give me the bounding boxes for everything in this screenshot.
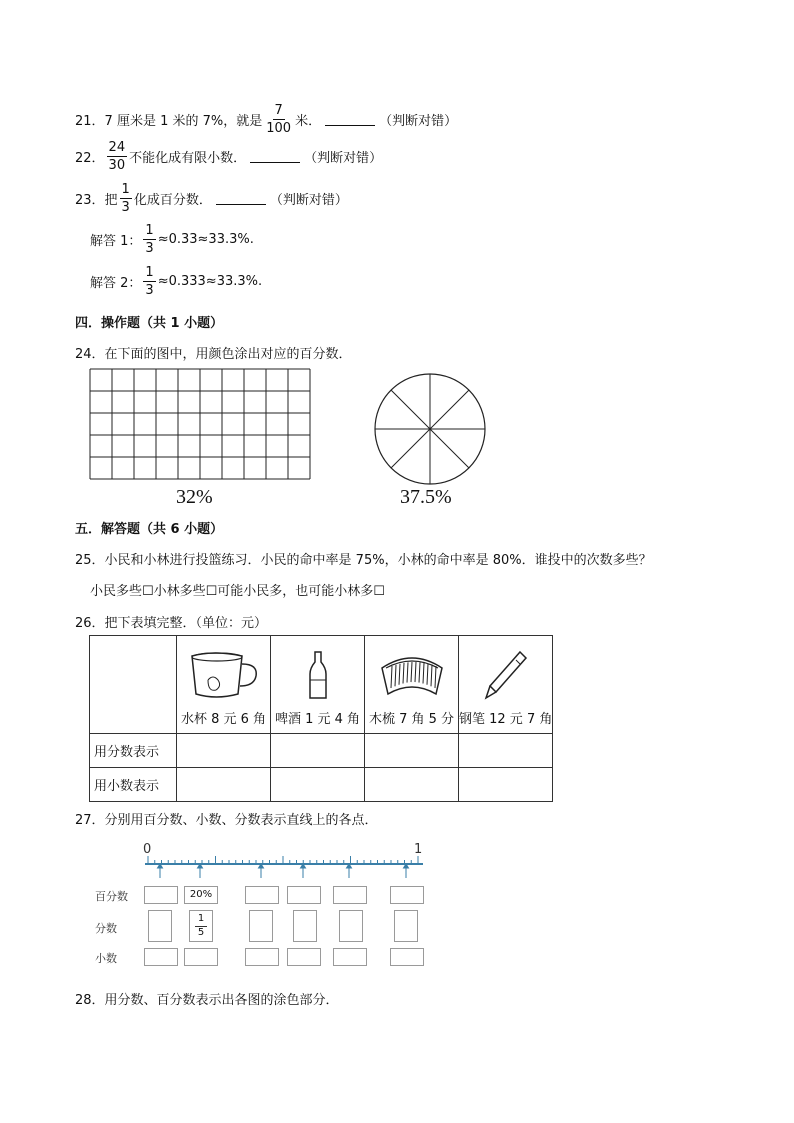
item-cell-pen bbox=[459, 636, 553, 734]
question-26: 26．把下表填完整．（单位：元） bbox=[75, 616, 268, 631]
item-label: 啤酒 1 元 4 角 bbox=[274, 712, 361, 727]
answer-2-fraction: $\frac{1}{3}$ bbox=[145, 265, 154, 298]
percent-box[interactable] bbox=[333, 886, 367, 904]
comb-icon bbox=[372, 650, 452, 700]
comb-tooth bbox=[395, 665, 396, 686]
q21-fraction: $\frac{7}{100}$ bbox=[266, 103, 292, 136]
comb-tooth bbox=[399, 664, 400, 685]
comb-tooth bbox=[391, 666, 392, 688]
grid-percent-label: 32% bbox=[176, 486, 213, 508]
fraction-box[interactable] bbox=[249, 910, 273, 942]
percent-box-example bbox=[184, 886, 218, 904]
example-num: 1 bbox=[197, 913, 205, 924]
decimal-box[interactable] bbox=[184, 948, 218, 966]
percent-circle[interactable] bbox=[372, 371, 488, 487]
item-label: 水杯 8 元 6 角 bbox=[180, 712, 267, 727]
answer-cell[interactable] bbox=[459, 768, 553, 802]
q23-text: 23．把 bbox=[75, 193, 118, 208]
percent-box[interactable] bbox=[144, 886, 178, 904]
question-23 bbox=[75, 183, 348, 214]
question-25-options[interactable]: 小民多些☐小林多些☐可能小民多，也可能小林多☐ bbox=[90, 584, 385, 599]
decimal-box[interactable] bbox=[287, 948, 321, 966]
fraction-box-example bbox=[189, 910, 213, 942]
answer-2 bbox=[90, 266, 262, 297]
comb-tooth bbox=[427, 664, 428, 685]
row-label-decimal: 小数 bbox=[95, 952, 117, 965]
item-cell-comb bbox=[365, 636, 459, 734]
question-21 bbox=[75, 104, 457, 135]
table-row bbox=[90, 768, 553, 802]
table-row bbox=[90, 636, 553, 734]
item-label: 木梳 7 角 5 分 bbox=[368, 712, 455, 727]
fraction-box[interactable] bbox=[293, 910, 317, 942]
section-4-heading: 四．操作题（共 1 小题） bbox=[75, 316, 224, 331]
item-cell-beer bbox=[271, 636, 365, 734]
example-percent: 20% bbox=[189, 889, 213, 900]
decimal-box[interactable] bbox=[390, 948, 424, 966]
answer-2-label: 解答 2： bbox=[90, 276, 142, 291]
percent-box[interactable] bbox=[287, 886, 321, 904]
row-label-percent: 百分数 bbox=[95, 890, 128, 903]
comb-tooth bbox=[415, 662, 416, 682]
decimal-box[interactable] bbox=[144, 948, 178, 966]
q22-fraction: $\frac{24}{30}$ bbox=[108, 140, 126, 173]
comb-tooth bbox=[407, 662, 408, 682]
item-cell-cup bbox=[177, 636, 271, 734]
table-row bbox=[90, 734, 553, 768]
answer-cell[interactable] bbox=[177, 734, 271, 768]
q22-text: 22． bbox=[75, 151, 105, 166]
fraction-box[interactable] bbox=[148, 910, 172, 942]
comb-tooth bbox=[423, 663, 424, 683]
row-label-fraction: 分数 bbox=[95, 922, 117, 935]
q21-hint: （判断对错） bbox=[379, 114, 458, 129]
item-label: 钢笔 12 元 7 角 bbox=[459, 712, 553, 727]
question-24: 24．在下面的图中，用颜色涂出对应的百分数． bbox=[75, 347, 352, 362]
q22-hint: （判断对错） bbox=[304, 151, 383, 166]
q23-answer-blank[interactable] bbox=[216, 192, 266, 205]
q23-fraction: $\frac{1}{3}$ bbox=[121, 182, 130, 215]
answer-1-rest: ≈0.33≈33.3%. bbox=[157, 232, 254, 247]
q23-hint: （判断对错） bbox=[269, 193, 348, 208]
q21-suffix: 米． bbox=[295, 114, 322, 129]
percent-grid[interactable] bbox=[89, 368, 311, 480]
q22-suffix: 不能化成有限小数． bbox=[129, 151, 247, 166]
fraction-box[interactable] bbox=[339, 910, 363, 942]
comb-tooth bbox=[419, 662, 420, 682]
decimal-box[interactable] bbox=[245, 948, 279, 966]
price-table bbox=[89, 635, 553, 802]
answer-cell[interactable] bbox=[271, 734, 365, 768]
answer-cell[interactable] bbox=[365, 734, 459, 768]
answer-1 bbox=[90, 224, 254, 255]
question-25: 25．小民和小林进行投篮练习．小民的命中率是 75%，小林的命中率是 80%．谁投中的次数多些？ bbox=[75, 553, 652, 568]
percent-box[interactable] bbox=[390, 886, 424, 904]
question-28: 28．用分数、百分数表示出各图的涂色部分． bbox=[75, 993, 339, 1008]
question-27: 27．分别用百分数、小数、分数表示直线上的各点． bbox=[75, 813, 378, 828]
comb-tooth bbox=[435, 666, 436, 688]
answer-1-label: 解答 1： bbox=[90, 234, 142, 249]
answer-cell[interactable] bbox=[177, 768, 271, 802]
example-den: 5 bbox=[197, 927, 205, 938]
cup-icon bbox=[184, 650, 264, 700]
comb-tooth bbox=[403, 663, 404, 683]
row-header-decimal: 用小数表示 bbox=[90, 768, 177, 802]
q23-suffix: 化成百分数． bbox=[133, 193, 212, 208]
answer-cell[interactable] bbox=[271, 768, 365, 802]
row-header-fraction: 用分数表示 bbox=[90, 734, 177, 768]
pen-icon bbox=[466, 650, 546, 700]
circle-percent-label: 37.5% bbox=[400, 486, 452, 508]
fraction-box[interactable] bbox=[394, 910, 418, 942]
number-line-start: 0 bbox=[143, 842, 152, 857]
question-22 bbox=[75, 141, 382, 172]
q22-answer-blank[interactable] bbox=[250, 150, 300, 163]
percent-box[interactable] bbox=[245, 886, 279, 904]
bottle-icon bbox=[278, 650, 358, 700]
number-line-figure bbox=[90, 838, 440, 970]
answer-cell[interactable] bbox=[459, 734, 553, 768]
section-5-heading: 五．解答题（共 6 小题） bbox=[75, 522, 224, 537]
number-line-end: 1 bbox=[414, 842, 423, 857]
q21-text: 21．7 厘米是 1 米的 7%，就是 bbox=[75, 114, 263, 129]
comb-tooth bbox=[411, 662, 412, 682]
answer-cell[interactable] bbox=[365, 768, 459, 802]
answer-1-fraction: $\frac{1}{3}$ bbox=[145, 223, 154, 256]
answer-2-rest: ≈0.333≈33.3%. bbox=[157, 274, 263, 289]
comb-tooth bbox=[431, 665, 432, 686]
decimal-box[interactable] bbox=[333, 948, 367, 966]
table-corner-cell bbox=[90, 636, 177, 734]
q21-answer-blank[interactable] bbox=[325, 113, 375, 126]
